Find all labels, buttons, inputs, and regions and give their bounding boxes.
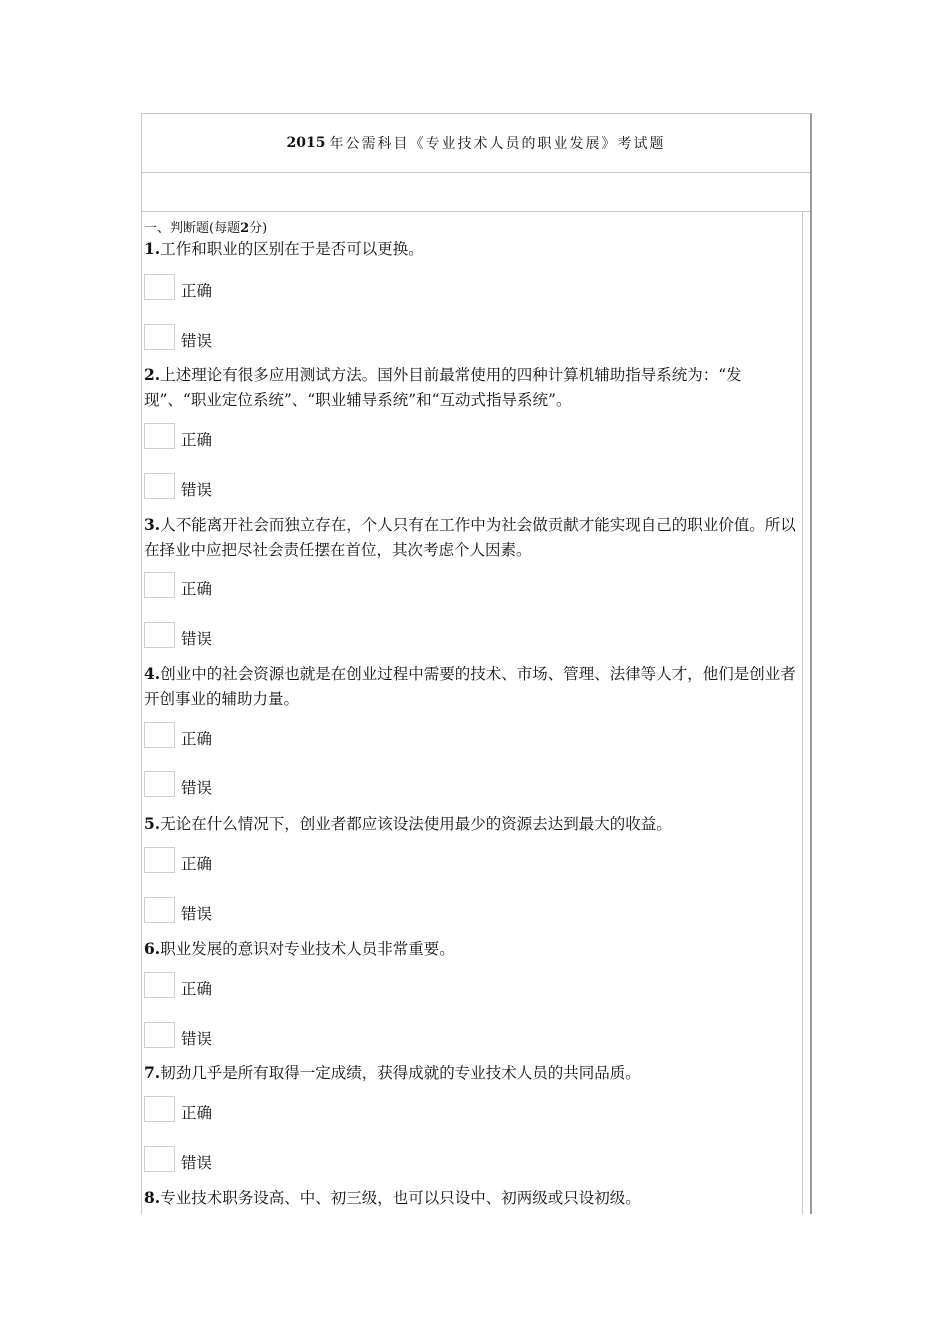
option-true-q1[interactable] — [144, 272, 212, 300]
question-8: 8.专业技术职务设高、中、初三级，也可以只设中、初两级或只设初级。 — [144, 1188, 641, 1207]
option-true-q7[interactable] — [144, 1094, 212, 1122]
checkbox[interactable] — [144, 423, 175, 449]
option-true-q3[interactable] — [144, 570, 212, 598]
option-label: 正确 — [181, 730, 213, 748]
checkbox[interactable] — [144, 1022, 175, 1048]
checkbox[interactable] — [144, 897, 175, 923]
option-label: 错误 — [181, 905, 213, 923]
checkbox[interactable] — [144, 324, 175, 350]
option-label: 正确 — [181, 580, 213, 598]
checkbox[interactable] — [144, 972, 175, 998]
checkbox[interactable] — [144, 1096, 175, 1122]
option-false-q1[interactable] — [144, 322, 212, 350]
option-false-q3[interactable] — [144, 620, 212, 648]
option-true-q2[interactable] — [144, 421, 212, 449]
option-label: 正确 — [181, 980, 213, 998]
option-label: 错误 — [181, 1154, 213, 1172]
checkbox[interactable] — [144, 473, 175, 499]
question-4: 4.创业中的社会资源也就是在创业过程中需要的技术、市场、管理、法律等人才，他们是创业者开创事业的辅助力量。 — [144, 664, 796, 708]
question-3: 3.人不能离开社会而独立存在，个人只有在工作中为社会做贡献才能实现自己的职业价值。所以在择业中应把尽社会责任摆在首位，其次考虑个人因素。 — [144, 515, 796, 559]
option-false-q4[interactable] — [144, 769, 212, 797]
exam-title — [142, 114, 810, 173]
option-true-q6[interactable] — [144, 970, 212, 998]
checkbox[interactable] — [144, 274, 175, 300]
checkbox[interactable] — [144, 722, 175, 748]
option-label: 错误 — [181, 1030, 213, 1048]
question-1: 1.工作和职业的区别在于是否可以更换。 — [144, 239, 424, 258]
exam-frame — [141, 113, 812, 1214]
option-label: 错误 — [181, 630, 213, 648]
checkbox[interactable] — [144, 1146, 175, 1172]
option-label: 错误 — [181, 481, 213, 499]
question-list — [142, 212, 803, 1214]
option-true-q4[interactable] — [144, 720, 212, 748]
option-false-q2[interactable] — [144, 471, 212, 499]
checkbox[interactable] — [144, 572, 175, 598]
option-false-q5[interactable] — [144, 895, 212, 923]
option-label: 正确 — [181, 431, 213, 449]
option-label: 正确 — [181, 855, 213, 873]
question-5: 5.无论在什么情况下，创业者都应该设法使用最少的资源去达到最大的收益。 — [144, 814, 672, 833]
question-7: 7.韧劲几乎是所有取得一定成绩，获得成就的专业技术人员的共同品质。 — [144, 1063, 641, 1082]
checkbox[interactable] — [144, 771, 175, 797]
section-heading: 一、判断题(每题2分) — [144, 221, 268, 236]
option-label: 正确 — [181, 282, 213, 300]
checkbox[interactable] — [144, 622, 175, 648]
option-true-q5[interactable] — [144, 845, 212, 873]
option-label: 错误 — [181, 779, 213, 797]
blank-row — [142, 173, 810, 212]
option-label: 正确 — [181, 1104, 213, 1122]
option-false-q7[interactable] — [144, 1144, 212, 1172]
question-6: 6.职业发展的意识对专业技术人员非常重要。 — [144, 939, 455, 958]
option-label: 错误 — [181, 332, 213, 350]
title-text: 年公需科目《专业技术人员的职业发展》考试题 — [329, 136, 666, 152]
option-false-q6[interactable] — [144, 1020, 212, 1048]
question-2: 2.上述理论有很多应用测试方法。国外目前最常使用的四种计算机辅助指导系统为：“发现”、“职业定位系统”、“职业辅导系统”和“互动式指导系统”。 — [144, 365, 742, 409]
checkbox[interactable] — [144, 847, 175, 873]
title-year: 2015 — [286, 135, 326, 151]
